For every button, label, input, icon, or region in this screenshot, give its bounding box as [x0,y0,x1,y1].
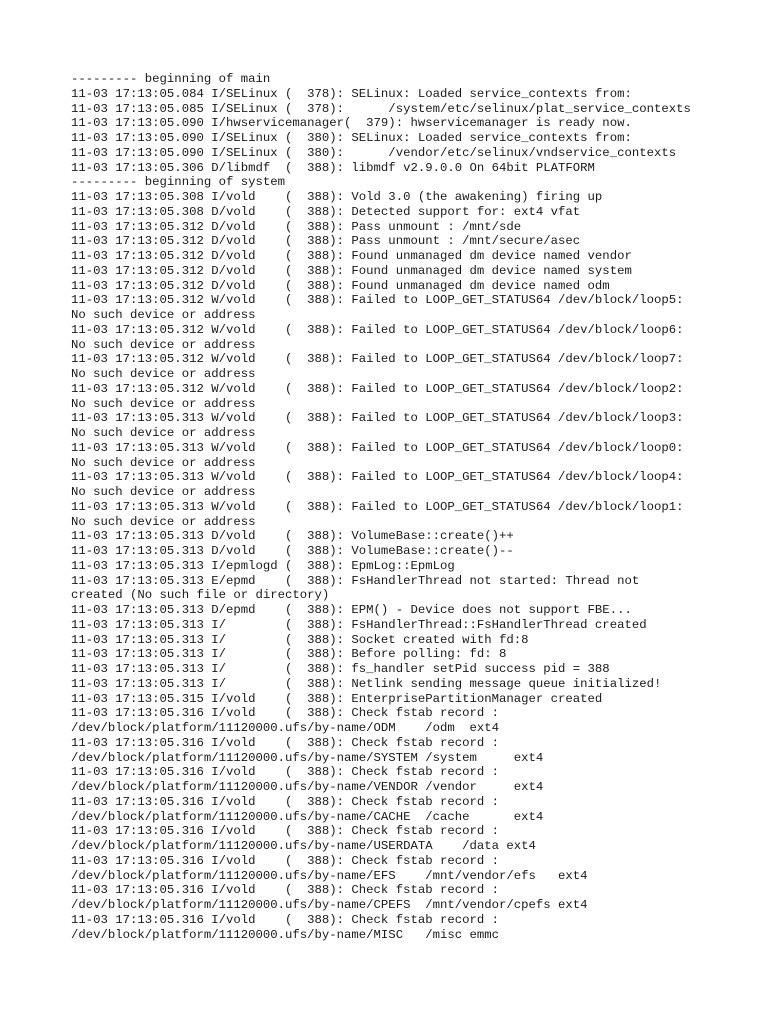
log-line: 11-03 17:13:05.313 W/vold ( 388): Failed to LOOP_GET_STATUS64 /dev/block/loop1: [71,499,684,514]
log-line: No such device or address [71,514,256,529]
log-line: /dev/block/platform/11120000.ufs/by-name/USERDATA /data ext4 [71,839,536,853]
log-line: 11-03 17:13:05.312 W/vold ( 388): Failed to LOOP_GET_STATUS64 /dev/block/loop2: [71,381,684,396]
log-output [71,72,761,942]
log-line: 11-03 17:13:05.312 D/vold ( 388): Found unmanaged dm device named vendor [71,249,632,263]
log-line: 11-03 17:13:05.306 D/libmdf ( 388): libmdf v2.9.0.0 On 64bit PLATFORM [71,160,595,175]
log-line: 11-03 17:13:05.313 I/epmlogd ( 388): EpmLog::EpmLog [71,558,455,573]
log-line: /dev/block/platform/11120000.ufs/by-name/SYSTEM /system ext4 [71,750,544,765]
log-line: No such device or address [71,426,256,440]
log-line: 11-03 17:13:05.316 I/vold ( 388): Check fstab record : [71,765,500,780]
log-line: 11-03 17:13:05.313 E/epmd ( 388): FsHandlerThread not started: Thread not [71,573,640,588]
log-line: 11-03 17:13:05.312 D/vold ( 388): Found unmanaged dm device named system [71,263,632,278]
log-line: No such device or address [71,396,256,411]
log-line: 11-03 17:13:05.312 W/vold ( 388): Failed to LOOP_GET_STATUS64 /dev/block/loop5: [71,293,684,308]
log-line: 11-03 17:13:05.312 D/vold ( 388): Pass unmount : /mnt/secure/asec [71,234,581,249]
log-line: 11-03 17:13:05.313 W/vold ( 388): Failed to LOOP_GET_STATUS64 /dev/block/loop3: [71,411,684,426]
log-line: 11-03 17:13:05.316 I/vold ( 388): Check fstab record : [71,853,500,868]
log-line: 11-03 17:13:05.312 W/vold ( 388): Failed to LOOP_GET_STATUS64 /dev/block/loop6: [71,322,684,337]
log-line: No such device or address [71,308,256,322]
log-line: 11-03 17:13:05.085 I/SELinux ( 378): /system/etc/selinux/plat_service_contexts [71,101,691,116]
log-line: /dev/block/platform/11120000.ufs/by-name/CACHE /cache ext4 [71,809,544,824]
log-line: 11-03 17:13:05.316 I/vold ( 388): Check fstab record : [71,794,500,809]
log-line: 11-03 17:13:05.313 D/vold ( 388): VolumeBase::create()-- [71,544,514,558]
log-line: created (No such file or directory) [71,588,330,603]
log-line: 11-03 17:13:05.313 W/vold ( 388): Failed to LOOP_GET_STATUS64 /dev/block/loop4: [71,470,684,485]
log-line: 11-03 17:13:05.090 I/SELinux ( 380): /vendor/etc/selinux/vndservice_contexts [71,145,677,160]
log-line: 11-03 17:13:05.316 I/vold ( 388): Check fstab record : [71,883,500,898]
log-line: 11-03 17:13:05.316 I/vold ( 388): Check fstab record : [71,735,500,750]
log-line: 11-03 17:13:05.308 I/vold ( 388): Vold 3.0 (the awakening) firing up [71,190,603,204]
log-line: 11-03 17:13:05.312 D/vold ( 388): Pass unmount : /mnt/sde [71,219,522,234]
log-line: 11-03 17:13:05.313 I/ ( 388): Socket created with fd:8 [71,632,529,647]
log-line: 11-03 17:13:05.313 I/ ( 388): Netlink sending message queue initialized! [71,676,662,691]
log-line: No such device or address [71,367,256,381]
log-line: 11-03 17:13:05.312 W/vold ( 388): Failed to LOOP_GET_STATUS64 /dev/block/loop7: [71,352,684,367]
log-line: 11-03 17:13:05.313 D/epmd ( 388): EPM() - Device does not support FBE... [71,603,632,617]
log-line: 11-03 17:13:05.313 I/ ( 388): Before polling: fd: 8 [71,647,507,662]
log-line: No such device or address [71,337,256,352]
log-line: 11-03 17:13:05.316 I/vold ( 388): Check fstab record : [71,912,500,927]
log-line: 11-03 17:13:05.090 I/hwservicemanager( 379): hwservicemanager is ready now. [71,116,632,131]
log-line: 11-03 17:13:05.313 I/ ( 388): fs_handler setPid success pid = 388 [71,662,610,676]
log-line: 11-03 17:13:05.084 I/SELinux ( 378): SELinux: Loaded service_contexts from: [71,86,632,101]
log-line: 11-03 17:13:05.308 D/vold ( 388): Detected support for: ext4 vfat [71,204,581,219]
log-line: 11-03 17:13:05.313 D/vold ( 388): VolumeBase::create()++ [71,529,514,544]
log-line: /dev/block/platform/11120000.ufs/by-name/EFS /mnt/vendor/efs ext4 [71,868,588,883]
log-line: 11-03 17:13:05.312 D/vold ( 388): Found unmanaged dm device named odm [71,278,610,293]
log-line: 11-03 17:13:05.316 I/vold ( 388): Check fstab record : [71,706,500,721]
log-line: 11-03 17:13:05.090 I/SELinux ( 380): SELinux: Loaded service_contexts from: [71,131,632,145]
log-line: /dev/block/platform/11120000.ufs/by-name/VENDOR /vendor ext4 [71,780,544,794]
log-line: 11-03 17:13:05.313 W/vold ( 388): Failed to LOOP_GET_STATUS64 /dev/block/loop0: [71,440,684,455]
log-line: /dev/block/platform/11120000.ufs/by-name/CPEFS /mnt/vendor/cpefs ext4 [71,898,588,912]
log-line: No such device or address [71,455,256,470]
log-line: --------- beginning of main [71,72,271,86]
log-line: /dev/block/platform/11120000.ufs/by-name/MISC /misc emmc [71,927,500,942]
log-line: /dev/block/platform/11120000.ufs/by-name/ODM /odm ext4 [71,721,500,735]
log-line: 11-03 17:13:05.313 I/ ( 388): FsHandlerThread::FsHandlerThread created [71,617,647,632]
log-line: No such device or address [71,485,256,499]
log-line: 11-03 17:13:05.315 I/vold ( 388): EnterprisePartitionManager created [71,691,603,706]
log-line: 11-03 17:13:05.316 I/vold ( 388): Check fstab record : [71,824,500,839]
log-line: --------- beginning of system [71,175,286,190]
